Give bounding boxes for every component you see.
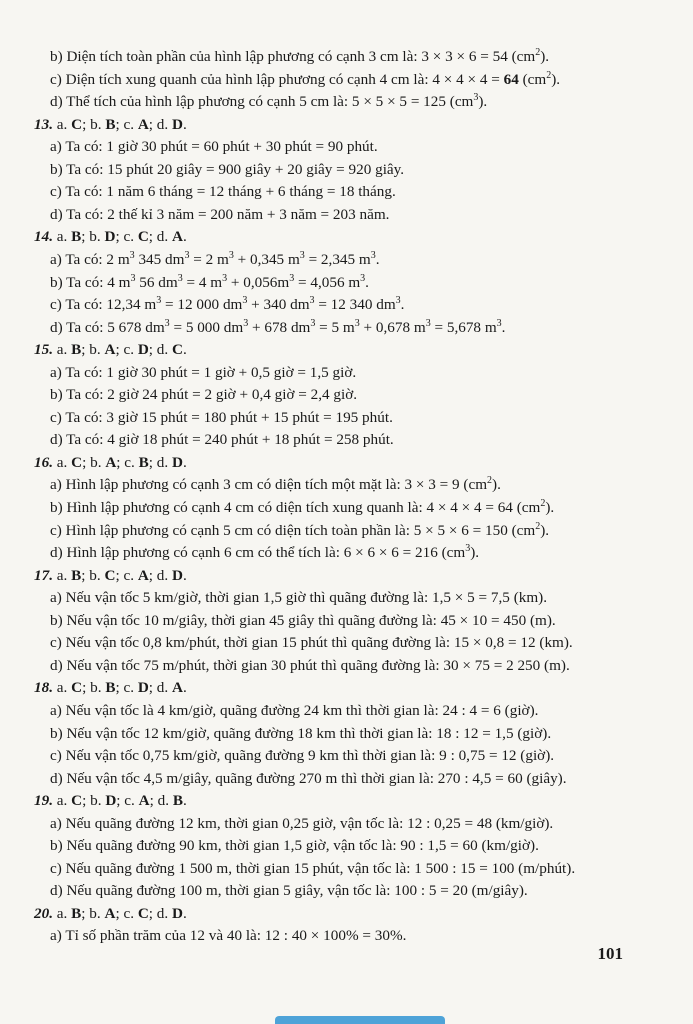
solution-text: c) Nếu vận tốc 0,75 km/giờ, quãng đường 9 km thì thời gian là: 9 : 0,75 = 12 (giờ). bbox=[50, 747, 555, 765]
solution-line bbox=[50, 136, 378, 158]
solution-text: d) Ta có: 4 giờ 18 phút = 240 phút + 18 phút = 258 phút. bbox=[50, 431, 394, 449]
question-number: 19. bbox=[34, 792, 53, 810]
solution-text: b) Ta có: 2 giờ 24 phút = 2 giờ + 0,4 giờ = 2,4 giờ. bbox=[50, 386, 358, 404]
solution-line bbox=[50, 587, 547, 609]
page-number: 101 bbox=[597, 944, 623, 963]
question-number: 16. bbox=[34, 453, 53, 471]
question-answer-line bbox=[34, 903, 187, 925]
solution-line bbox=[50, 700, 538, 722]
answer-key: a. C; b. B; c. A; d. D. bbox=[52, 115, 187, 133]
answer-key: a. B; b. D; c. C; d. A. bbox=[52, 228, 187, 246]
question-answer-line bbox=[34, 114, 187, 136]
solution-line bbox=[50, 91, 487, 113]
solution-line bbox=[50, 362, 356, 384]
solution-text: a) Ta có: 2 $m^3$ 345 $dm^3 = 2$ $m^3 + 0,345$ $m^3 = 2,345$ $m^3$. bbox=[50, 249, 380, 268]
solution-text: c) Ta có: 1 năm 6 tháng = 12 tháng + 6 tháng = 18 tháng. bbox=[50, 183, 396, 201]
question-number: 13. bbox=[34, 115, 53, 133]
solution-line bbox=[50, 632, 573, 654]
solution-line bbox=[50, 858, 575, 880]
solution-line bbox=[50, 204, 389, 226]
solution-text: c) Ta có: 3 giờ 15 phút = 180 phút + 15 phút = 195 phút. bbox=[50, 408, 393, 426]
answer-key: a. C; b. A; c. B; d. D. bbox=[52, 453, 187, 471]
solution-text: d) Nếu quãng đường 100 m, thời gian 5 giây, vận tốc là: 100 : 5 = 20 (m/giây). bbox=[50, 882, 528, 900]
solution-line bbox=[50, 429, 394, 451]
question-answer-line bbox=[34, 565, 187, 587]
solution-line bbox=[50, 610, 556, 632]
question-answer-line bbox=[34, 677, 187, 699]
solution-text: a) Tỉ số phần trăm của 12 và 40 là: 12 : 40 × 100% = 30%. bbox=[50, 927, 407, 945]
solution-text: d) Nếu vận tốc 75 m/phút, thời gian 30 phút thì quãng đường là: 30 × 75 = 2 250 (m). bbox=[50, 656, 570, 674]
solution-line bbox=[50, 249, 380, 271]
solution-text: d) Ta có: 5 678 $dm^3 = 5$ 000 $dm^3 + 678$ $dm^3 = 5$ $m^3 + 0,678$ $m^3 = 5,678$ $m^3$. bbox=[50, 317, 506, 336]
solution-text: b) Hình lập phương có cạnh 4 cm có diện tích xung quanh là: 4 × 4 × 4 = 64 $(cm^2)$. bbox=[50, 498, 555, 516]
solution-text: c) Ta có: 12,34 $m^3 = 12$ 000 $dm^3 + 340$ $dm^3 = 12$ 340 $dm^3$. bbox=[50, 295, 405, 314]
solution-line bbox=[50, 294, 404, 316]
solution-line bbox=[50, 407, 393, 429]
solution-text: b) Nếu quãng đường 90 km, thời gian 1,5 giờ, vận tốc là: 90 : 1,5 = 60 (km/giờ). bbox=[50, 837, 539, 855]
question-answer-line bbox=[34, 452, 187, 474]
solution-line bbox=[50, 655, 570, 677]
solution-text: b) Ta có: 15 phút 20 giây = 900 giây + 20 giây = 920 giây. bbox=[50, 160, 405, 178]
solution-text: b) Nếu vận tốc 12 km/giờ, quãng đường 18 km thì thời gian là: 18 : 12 = 1,5 (giờ). bbox=[50, 724, 552, 742]
question-number: 18. bbox=[34, 679, 53, 697]
solution-line bbox=[50, 384, 357, 406]
solution-text: b) Diện tích toàn phần của hình lập phương có cạnh 3 cm là: 3 × 3 × 6 = 54 $(cm^2)$. bbox=[50, 47, 550, 65]
answer-key: a. B; b. C; c. A; d. D. bbox=[52, 566, 187, 584]
solution-line bbox=[50, 272, 369, 294]
answer-key: a. B; b. A; c. C; d. D. bbox=[52, 904, 187, 922]
solution-text: b) Nếu vận tốc 10 m/giây, thời gian 45 giây thì quãng đường là: 45 × 10 = 450 (m). bbox=[50, 611, 556, 629]
solution-text: a) Nếu vận tốc 5 km/giờ, thời gian 1,5 giờ thì quãng đường là: 1,5 × 5 = 7,5 (km). bbox=[50, 589, 548, 607]
solution-text: c) Nếu quãng đường 1 500 m, thời gian 15 phút, vận tốc là: 1 500 : 15 = 100 (m/phút). bbox=[50, 859, 576, 877]
solution-line bbox=[50, 317, 505, 339]
question-answer-line bbox=[34, 790, 187, 812]
solution-line bbox=[50, 925, 406, 947]
solution-text: a) Ta có: 1 giờ 30 phút = 60 phút + 30 phút = 90 phút. bbox=[50, 138, 378, 156]
solution-line bbox=[50, 542, 479, 564]
bottom-accent-bar bbox=[275, 1016, 445, 1024]
solution-line bbox=[50, 497, 554, 519]
solution-line bbox=[50, 46, 549, 68]
solution-line bbox=[50, 159, 404, 181]
answer-key: a. C; b. D; c. A; d. B. bbox=[52, 792, 187, 810]
solution-text: a) Hình lập phương có cạnh 3 cm có diện tích một mặt là: 3 × 3 = 9 $(cm^2)$. bbox=[50, 475, 501, 494]
solution-line bbox=[50, 723, 551, 745]
question-number: 15. bbox=[34, 341, 53, 359]
question-answer-line bbox=[34, 226, 187, 248]
answer-key: a. B; b. A; c. D; d. C. bbox=[52, 341, 187, 359]
solution-text: c) Nếu vận tốc 0,8 km/phút, thời gian 15 phút thì quãng đường là: 15 × 0,8 = 12 (km). bbox=[50, 634, 573, 652]
solution-line bbox=[50, 181, 396, 203]
solution-text: d) Ta có: 2 thế kỉ 3 năm = 200 năm + 3 năm = 203 năm. bbox=[50, 205, 390, 223]
solution-text: a) Nếu quãng đường 12 km, thời gian 0,25 giờ, vận tốc là: 12 : 0,25 = 48 (km/giờ). bbox=[50, 814, 554, 832]
solution-text: d) Hình lập phương có cạnh 6 cm có thể tích là: 6 × 6 × 6 = 216 $(cm^3)$. bbox=[50, 543, 480, 562]
question-number: 14. bbox=[34, 228, 53, 246]
solution-line bbox=[50, 745, 554, 767]
question-answer-line bbox=[34, 339, 187, 361]
solution-line bbox=[50, 768, 567, 790]
solution-text: d) Thể tích của hình lập phương có cạnh 5 cm là: 5 × 5 × 5 = 125 $(cm^3)$. bbox=[50, 92, 488, 111]
question-number: 17. bbox=[34, 566, 53, 584]
question-number: 20. bbox=[34, 904, 53, 922]
solution-line bbox=[50, 520, 549, 542]
solution-line bbox=[50, 880, 528, 902]
solution-text: a) Nếu vận tốc là 4 km/giờ, quãng đường 24 km thì thời gian là: 24 : 4 = 6 (giờ). bbox=[50, 701, 539, 719]
answer-key: a. C; b. B; c. D; d. A. bbox=[52, 679, 187, 697]
solution-text: d) Nếu vận tốc 4,5 m/giây, quãng đường 270 m thì thời gian là: 270 : 4,5 = 60 (giây). bbox=[50, 769, 567, 787]
solution-line bbox=[50, 69, 560, 91]
solution-line bbox=[50, 474, 501, 496]
solution-text: a) Ta có: 1 giờ 30 phút = 1 giờ + 0,5 giờ = 1,5 giờ. bbox=[50, 363, 357, 381]
solution-line bbox=[50, 835, 539, 857]
solution-text: c) Diện tích xung quanh của hình lập phương có cạnh 4 cm là: 4 × 4 × 4 = 64 $(cm^2)$. bbox=[50, 69, 561, 88]
solution-text: c) Hình lập phương có cạnh 5 cm có diện tích toàn phần là: 5 × 5 × 6 = 150 $(cm^2)$. bbox=[50, 520, 550, 539]
solution-text: b) Ta có: 4 $m^3$ 56 $dm^3 = 4$ $m^3 + 0,056m^3 = 4,056$ $m^3$. bbox=[50, 272, 369, 291]
solution-line bbox=[50, 813, 553, 835]
